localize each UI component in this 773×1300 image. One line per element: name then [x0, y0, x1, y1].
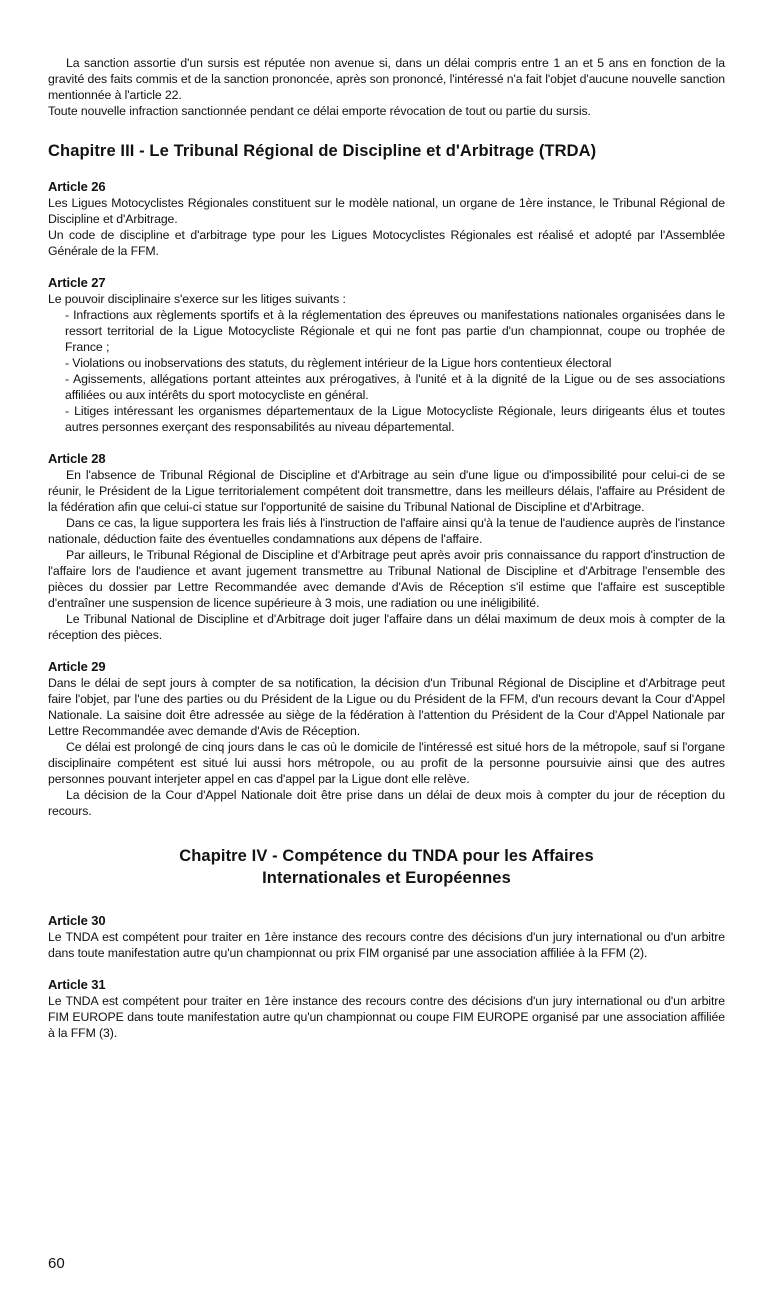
page-number: 60	[48, 1255, 65, 1272]
article-28-paragraph-1: En l'absence de Tribunal Régional de Discipline et d'Arbitrage au sein d'une ligue ou d'impossibilité pour celui-ci de se réunir, le Président de la Ligue territorialement compétent doit transmettre, dans les meilleurs délais, l'affaire au Président de la fédération afin que celui-ci statue sur l'opportunité de saisine du Tribunal National de Discipline et d'Arbitrage.	[48, 468, 725, 514]
chapter-3-heading: Chapitre III - Le Tribunal Régional de Discipline et d'Arbitrage (TRDA)	[48, 142, 597, 160]
intro-paragraph-1: La sanction assortie d'un sursis est réputée non avenue si, dans un délai compris entre 1 an et 5 ans en fonction de la gravité des faits commis et de la sanction prononcée, après son prononcé, l'intéressé n'a fait l'objet d'aucune nouvelle sanction mentionnée à l'article 22.	[48, 56, 725, 102]
article-31-label: Article 31	[48, 977, 106, 992]
article-27	[48, 275, 725, 435]
article-27-list-item-4: - Litiges intéressant les organismes départementaux de la Ligue Motocycliste Régionale, leurs dirigeants élus et toutes autres personnes exerçant des responsabilités au niveau départemental.	[65, 404, 725, 434]
article-30	[48, 913, 725, 961]
article-27-list-item-1: - Infractions aux règlements sportifs et à la réglementation des épreuves ou manifestations nationales organisées dans le ressort territorial de la Ligue Motocycliste Régionale et qui ne font pas partie d'un championnat, coupe ou trophée de France ;	[65, 308, 725, 354]
article-26-paragraph-2: Un code de discipline et d'arbitrage type pour les Ligues Motocyclistes Régionales est réalisé et adopté par l'Assemblée Générale de la FFM.	[48, 228, 725, 258]
article-29	[48, 659, 725, 819]
chapter-4-heading: Chapitre IV - Compétence du TNDA pour les Affaires Internationales et Européennes	[179, 847, 594, 887]
article-28-paragraph-3: Par ailleurs, le Tribunal Régional de Discipline et d'Arbitrage peut après avoir pris connaissance du rapport d'instruction de l'affaire lors de l'audience et avant jugement transmettre au Tribunal National de Discipline et d'Arbitrage l'ensemble des pièces du dossier par Lettre Recommandée avec demande d'Avis de Réception s'il estime que l'affaire est susceptible d'entraîner une suspension de licence supérieure à 3 mois, une radiation ou une inéligibilité.	[48, 548, 725, 610]
article-28-paragraph-4: Le Tribunal National de Discipline et d'Arbitrage doit juger l'affaire dans un délai maximum de deux mois à compter de la réception des pièces.	[48, 612, 725, 642]
article-26	[48, 179, 725, 259]
article-31	[48, 977, 725, 1041]
article-31-paragraph-1: Le TNDA est compétent pour traiter en 1ère instance des recours contre des décisions d'un jury international ou d'un arbitre FIM EUROPE dans toute manifestation autre qu'un championnat ou coupe FIM EUROPE organisé par une association affiliée à la FFM (3).	[48, 994, 725, 1040]
article-29-paragraph-3: La décision de la Cour d'Appel Nationale doit être prise dans un délai de deux mois à compter du jour de réception du recours.	[48, 788, 725, 818]
intro-paragraph-2: Toute nouvelle infraction sanctionnée pendant ce délai emporte révocation de tout ou partie du sursis.	[48, 104, 591, 118]
article-28	[48, 451, 725, 643]
article-29-paragraph-2: Ce délai est prolongé de cinq jours dans le cas où le domicile de l'intéressé est situé hors de la métropole, sauf si l'organe disciplinaire compétent est situé lui aussi hors métropole, ou au profit de la personne poursuivie ainsi que des autres personnes pouvant interjeter appel en cas d'appel par la Ligue dont elle relève.	[48, 740, 725, 786]
article-26-label: Article 26	[48, 179, 106, 194]
article-27-label: Article 27	[48, 275, 106, 290]
article-30-label: Article 30	[48, 913, 106, 928]
article-29-label: Article 29	[48, 659, 106, 674]
article-27-intro: Le pouvoir disciplinaire s'exerce sur les litiges suivants :	[48, 292, 346, 306]
article-26-paragraph-1: Les Ligues Motocyclistes Régionales constituent sur le modèle national, un organe de 1ère instance, le Tribunal Régional de Discipline et d'Arbitrage.	[48, 196, 725, 226]
article-28-label: Article 28	[48, 451, 106, 466]
article-30-paragraph-1: Le TNDA est compétent pour traiter en 1ère instance des recours contre des décisions d'un jury international ou d'un arbitre dans toute manifestation autre qu'un championnat ou prix FIM organisé par une association affiliée à la FFM (2).	[48, 930, 725, 960]
article-29-paragraph-1: Dans le délai de sept jours à compter de sa notification, la décision d'un Tribunal Régional de Discipline et d'Arbitrage peut faire l'objet, par l'une des parties ou du Président de la Ligue ou du Président de la FFM, d'un recours devant la Cour d'Appel Nationale. La saisine doit être adressée au siège de la fédération à l'attention du Président de la Cour d'Appel Nationale par Lettre Recommandée avec demande d'Avis de Réception.	[48, 676, 725, 738]
article-27-list-item-2: - Violations ou inobservations des statuts, du règlement intérieur de la Ligue hors contentieux électoral	[65, 356, 612, 370]
article-28-paragraph-2: Dans ce cas, la ligue supportera les frais liés à l'instruction de l'affaire ainsi qu'à la tenue de l'audience auprès de l'instance nationale, déduction faite des éventuelles condamnations aux dépens de l'affaire.	[48, 516, 725, 546]
article-27-list-item-3: - Agissements, allégations portant atteintes aux prérogatives, à l'unité et à la dignité de la Ligue ou de ses associations affiliées ou aux intérêts du sport motocycliste en général.	[65, 372, 725, 402]
